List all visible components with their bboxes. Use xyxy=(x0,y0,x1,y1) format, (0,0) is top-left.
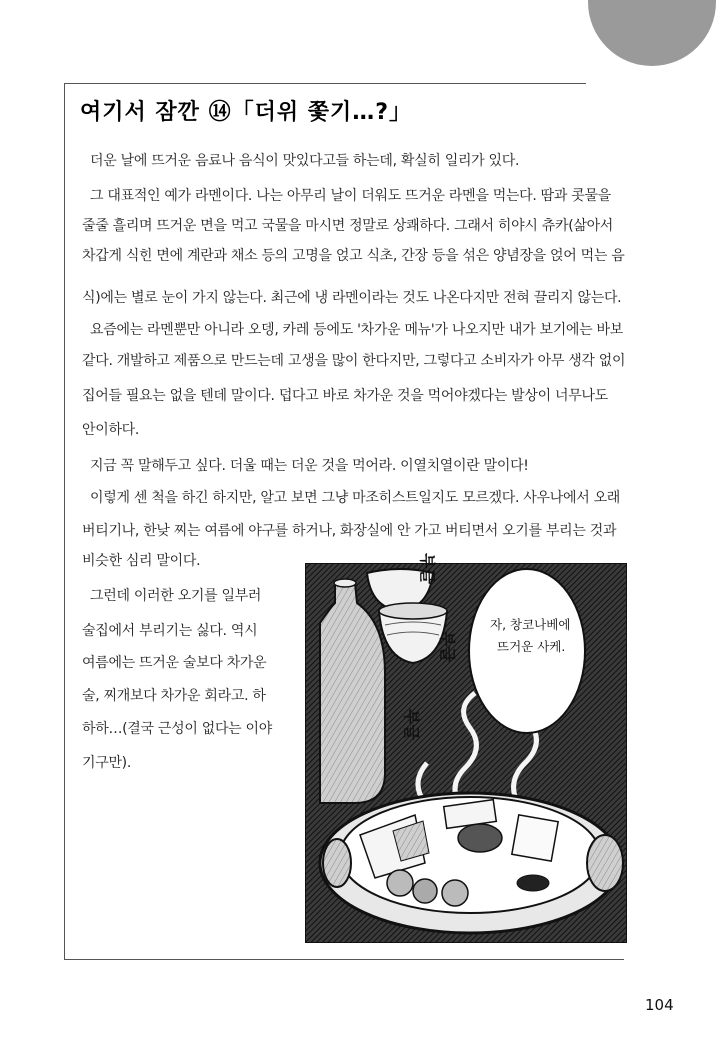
frame-top-rule xyxy=(64,83,586,84)
paragraph-line: 더운 날에 뜨거운 음료나 음식이 맛있다고들 하는데, 확실히 일리가 있다. xyxy=(90,153,520,169)
frame-bottom-rule xyxy=(64,959,624,960)
paragraph-line: 줄줄 흘리며 뜨거운 면을 먹고 국물을 마시면 정말로 상쾌하다. 그래서 히야시 츄카(삶아서 xyxy=(82,218,614,234)
side-line: 술, 찌개보다 차가운 회라고. 하 xyxy=(82,688,266,704)
section-title: 여기서 잠깐 ⑭「더위 쫓기…?」 xyxy=(80,100,413,125)
hotpot-icon xyxy=(320,793,623,933)
paragraph-line: 같다. 개발하고 제품으로 만드는데 고생을 많이 한다지만, 그렇다고 소비자가 아무 생각 없이 xyxy=(82,353,626,369)
paragraph-line: 버티기나, 한낮 찌는 여름에 야구를 하거나, 화장실에 안 가고 버티면서 오기를 부리는 것과 xyxy=(82,523,617,539)
side-line: 기구만). xyxy=(82,755,131,771)
frame-left-rule xyxy=(64,83,65,959)
side-line: 그런데 이러한 오기를 일부러 xyxy=(90,588,262,604)
paragraph-line: 안이하다. xyxy=(82,422,140,438)
corner-tab xyxy=(588,0,716,66)
paragraph-line: 이렇게 센 척을 하긴 하지만, 알고 보면 그냥 마조히스트일지도 모르겠다. 사우나에서 오래 xyxy=(90,490,621,506)
side-line: 여름에는 뜨거운 술보다 차가운 xyxy=(82,655,267,671)
side-line: 하하…(결국 근성이 없다는 이야 xyxy=(82,721,272,737)
paragraph-line: 지금 꼭 말해두고 싶다. 더울 때는 더운 것을 먹어라. 이열치열이란 말이다! xyxy=(90,458,529,474)
paragraph-line: 차갑게 식힌 면에 계란과 채소 등의 고명을 얹고 식초, 간장 등을 섞은 양념장을 얹어 먹는 음 xyxy=(82,248,625,264)
page-number: 104 xyxy=(645,996,674,1014)
bubble-text-line: 자, 창코나베에 xyxy=(490,617,571,632)
paragraph-line: 비슷한 심리 말이다. xyxy=(82,553,201,569)
sfx-bubbling: 부글 xyxy=(437,631,457,662)
paragraph-line: 그 대표적인 예가 라멘이다. 나는 아무리 날이 더워도 뜨거운 라멘을 먹는다. 땀과 콧물을 xyxy=(90,188,611,204)
illustration-drawing xyxy=(305,563,627,943)
side-line: 술집에서 부리기는 싫다. 역시 xyxy=(82,623,258,639)
paragraph-line: 요즘에는 라멘뿐만 아니라 오뎅, 카레 등에도 '차가운 메뉴'가 나오지만 내가 보기에는 바보 xyxy=(90,322,623,338)
paragraph-line: 식)에는 별로 눈이 가지 않는다. 최근에 냉 라멘이라는 것도 나온다지만 전혀 끌리지 않는다. xyxy=(82,290,622,306)
illustration-hotpot xyxy=(305,553,627,943)
paragraph-line: 집어들 필요는 없을 텐데 말이다. 덥다고 바로 차가운 것을 먹어야겠다는 발상이 너무나도 xyxy=(82,388,608,404)
bubble-text-line: 뜨거운 사케. xyxy=(497,639,566,654)
sfx-bubbling: 부글 xyxy=(401,709,421,740)
sfx-bubbling: 부글 xyxy=(417,553,437,584)
